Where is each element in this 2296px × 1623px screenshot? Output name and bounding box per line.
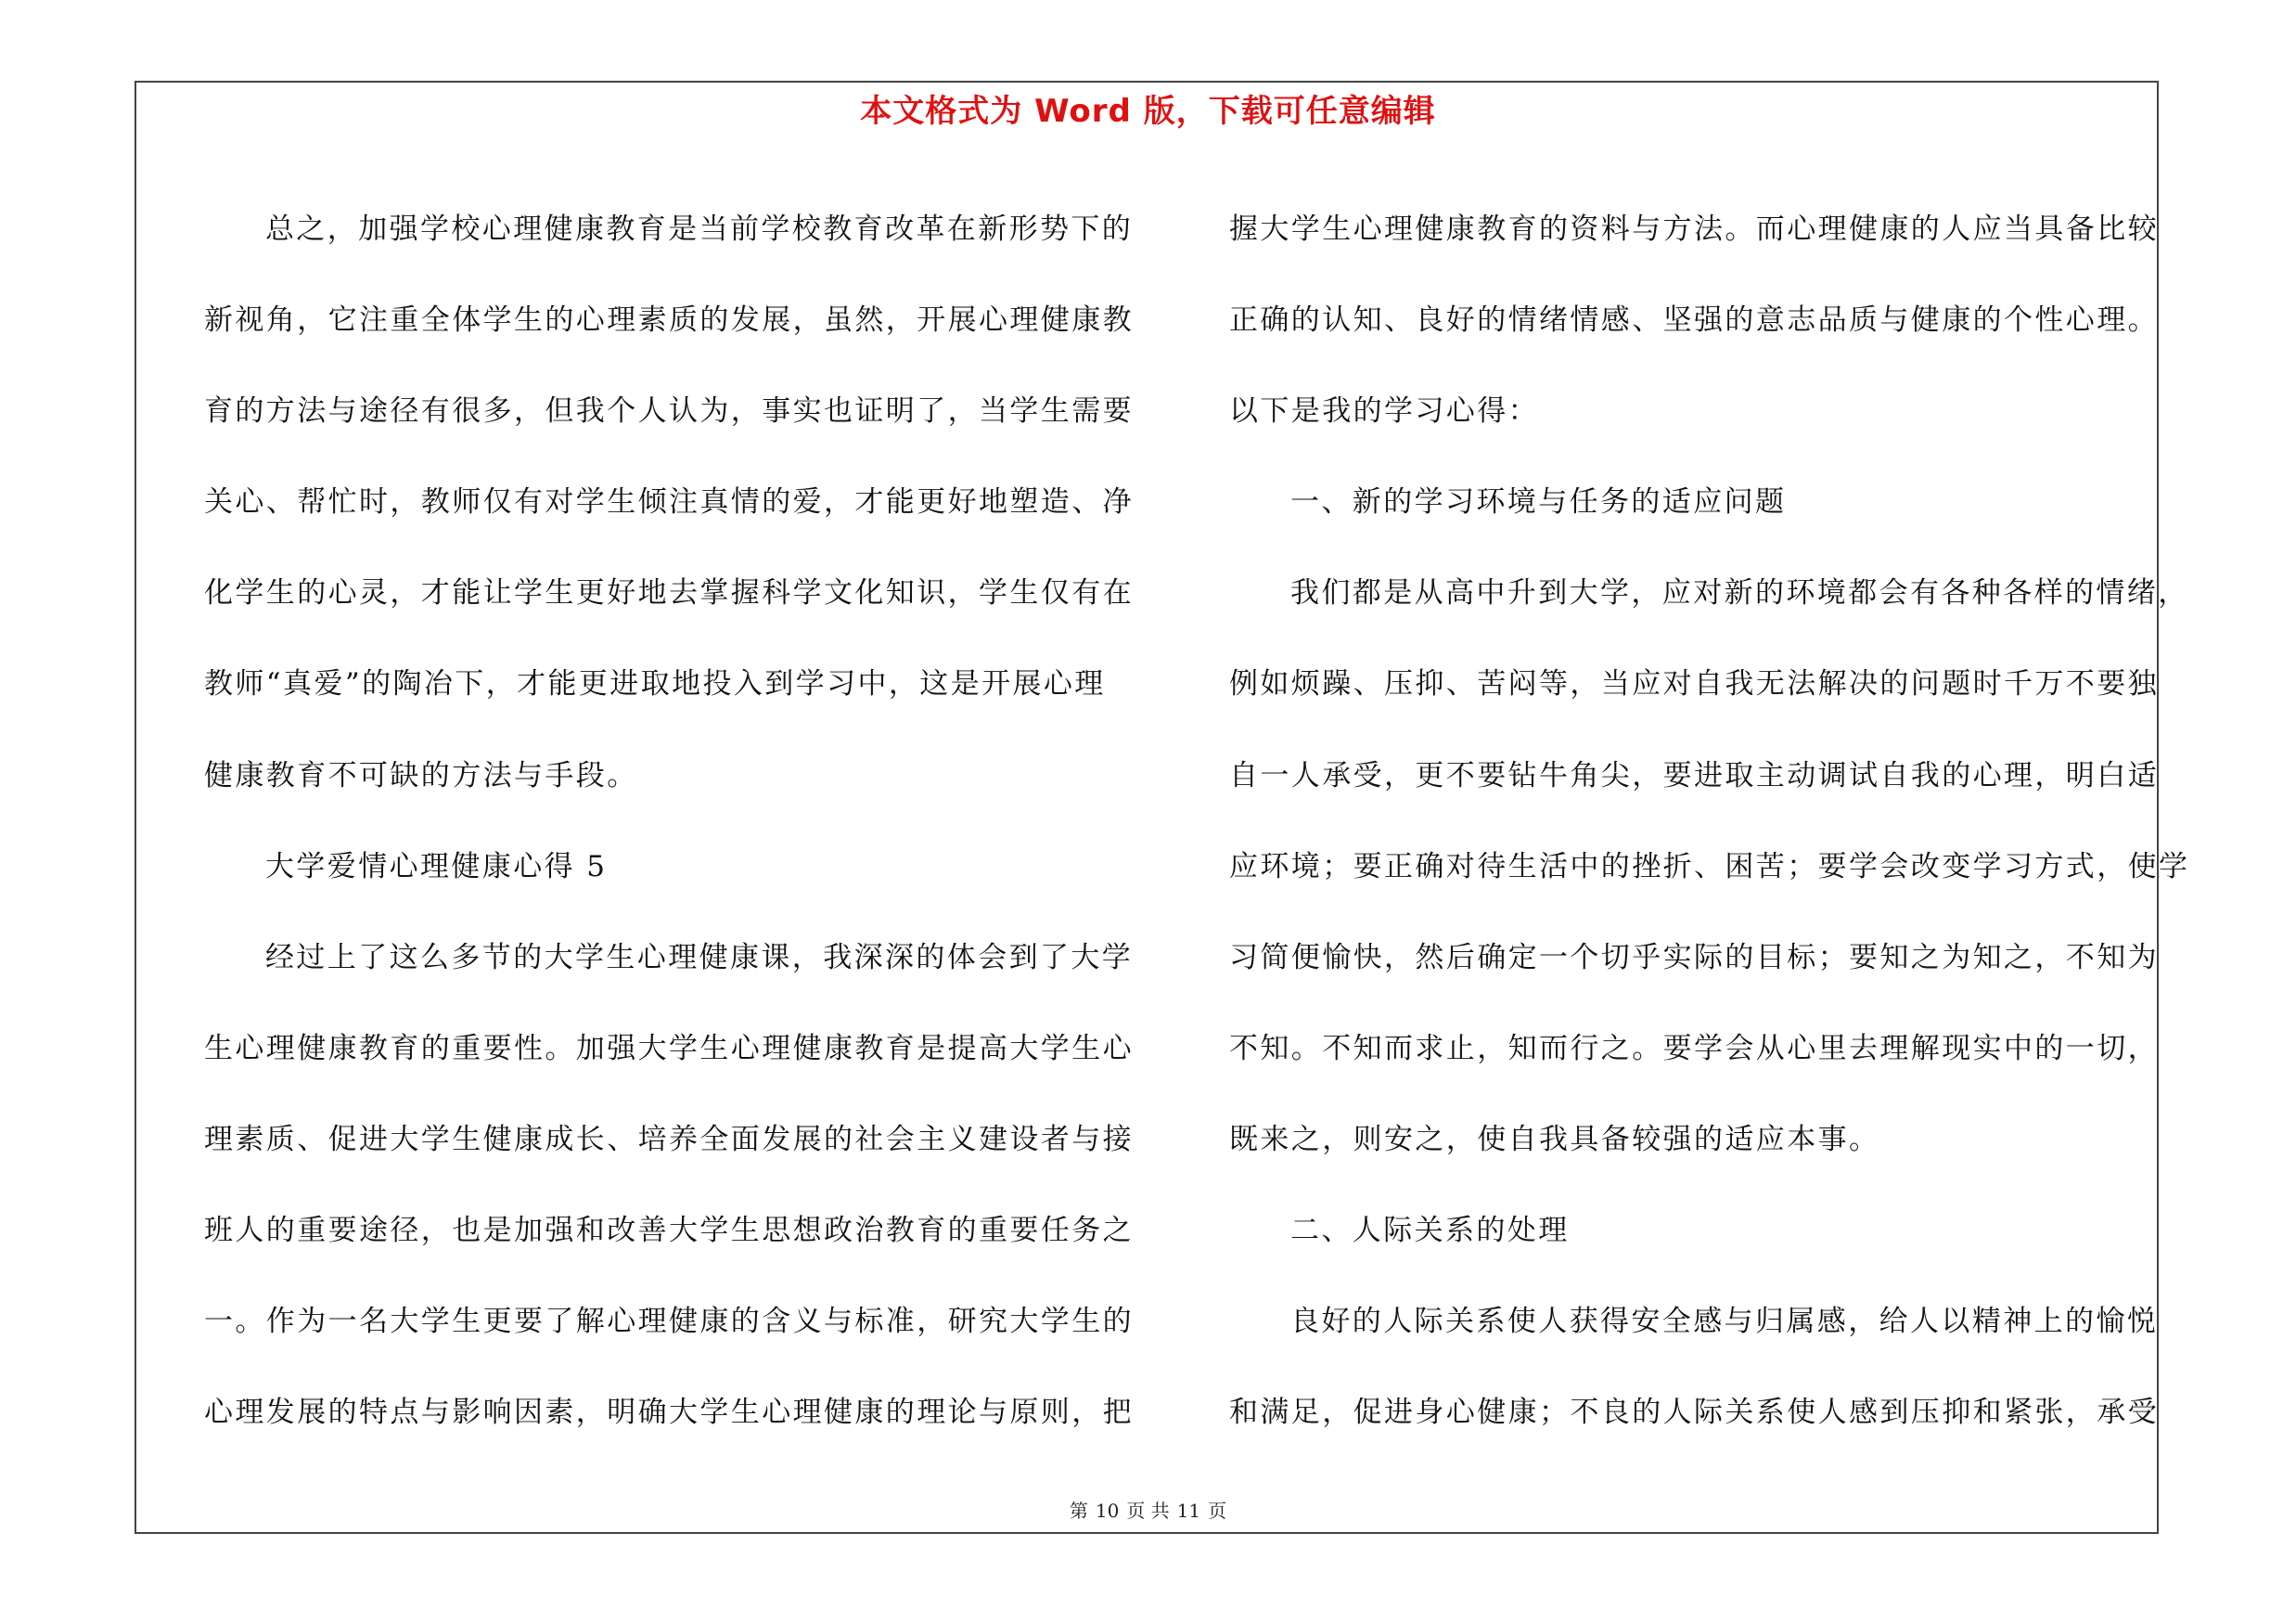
text-line: 心理发展的特点与影响因素，明确大学生心理健康的理论与原则，把: [204, 1396, 1134, 1430]
current-page-number: 10: [1095, 1500, 1120, 1522]
text-line: 理素质、促进大学生健康成长、培养全面发展的社会主义建设者与接: [204, 1122, 1134, 1156]
page-middle: 页 共: [1126, 1500, 1170, 1522]
section-heading: 一、新的学习环境与任务的适应问题: [1290, 485, 1787, 520]
text-line: 既来之，则安之，使自我具备较强的适应本事。: [1229, 1122, 1880, 1156]
text-line: 良好的人际关系使人获得安全感与归属感，给人以精神上的愉悦: [1290, 1305, 2159, 1339]
text-line: 新视角，它注重全体学生的心理素质的发展，虽然，开展心理健康教: [204, 303, 1134, 338]
page-number-footer: [0, 1496, 2296, 1523]
text-line: 教师“真爱”的陶冶下，才能更进取地投入到学习中，这是开展心理: [204, 667, 1106, 702]
left-text-column: [204, 184, 1132, 1458]
text-line: 健康教育不可缺的方法与手段。: [204, 758, 638, 792]
document-banner: 本文格式为 Word 版，下载可任意编辑: [860, 93, 1436, 130]
text-line: 例如烦躁、压抑、苦闷等，当应对自我无法解决的问题时千万不要独: [1229, 667, 2159, 702]
text-line: 我们都是从高中升到大学，应对新的环境都会有各种各样的情绪，: [1290, 576, 2189, 611]
page-prefix: 第: [1069, 1500, 1088, 1522]
text-line: 自一人承受，更不要钻牛角尖，要进取主动调试自我的心理，明白适: [1229, 758, 2159, 792]
text-line: 一。作为一名大学生更要了解心理健康的含义与标准，研究大学生的: [204, 1305, 1134, 1339]
total-page-number: 11: [1176, 1500, 1201, 1522]
text-line: 正确的认知、良好的情绪情感、坚强的意志品质与健康的个性心理。: [1229, 303, 2159, 338]
text-line: 育的方法与途径有很多，但我个人认为，事实也证明了，当学生需要: [204, 394, 1134, 429]
text-line: 以下是我的学习心得：: [1229, 394, 1539, 429]
text-line: 总之，加强学校心理健康教育是当前学校教育改革在新形势下的: [265, 213, 1134, 246]
text-line: 和满足，促进身心健康；不良的人际关系使人感到压抑和紧张，承受: [1229, 1396, 2159, 1430]
text-line: 班人的重要途径，也是加强和改善大学生思想政治教育的重要任务之: [204, 1214, 1134, 1248]
text-line: 关心、帮忙时，教师仅有对学生倾注真情的爱，才能更好地塑造、净: [204, 485, 1134, 520]
section-heading: 二、人际关系的处理: [1290, 1214, 1570, 1248]
text-line: 不知。不知而求止，知而行之。要学会从心里去理解现实中的一切，: [1229, 1031, 2159, 1065]
text-line: 应环境；要正确对待生活中的挫折、困苦；要学会改变学习方式，使学: [1229, 849, 2190, 883]
text-line: 经过上了这么多节的大学生心理健康课，我深深的体会到了大学: [265, 940, 1134, 974]
section-heading: 大学爱情心理健康心得 5: [265, 849, 608, 883]
right-text-column: [1229, 184, 2190, 1458]
text-line: 握大学生心理健康教育的资料与方法。而心理健康的人应当具备比较: [1229, 213, 2159, 246]
text-line: 习简便愉快，然后确定一个切乎实际的目标；要知之为知之，不知为: [1229, 940, 2159, 974]
text-line: 化学生的心灵，才能让学生更好地去掌握科学文化知识，学生仅有在: [204, 576, 1134, 611]
page-suffix: 页: [1208, 1500, 1227, 1522]
text-line: 生心理健康教育的重要性。加强大学生心理健康教育是提高大学生心: [204, 1031, 1134, 1065]
